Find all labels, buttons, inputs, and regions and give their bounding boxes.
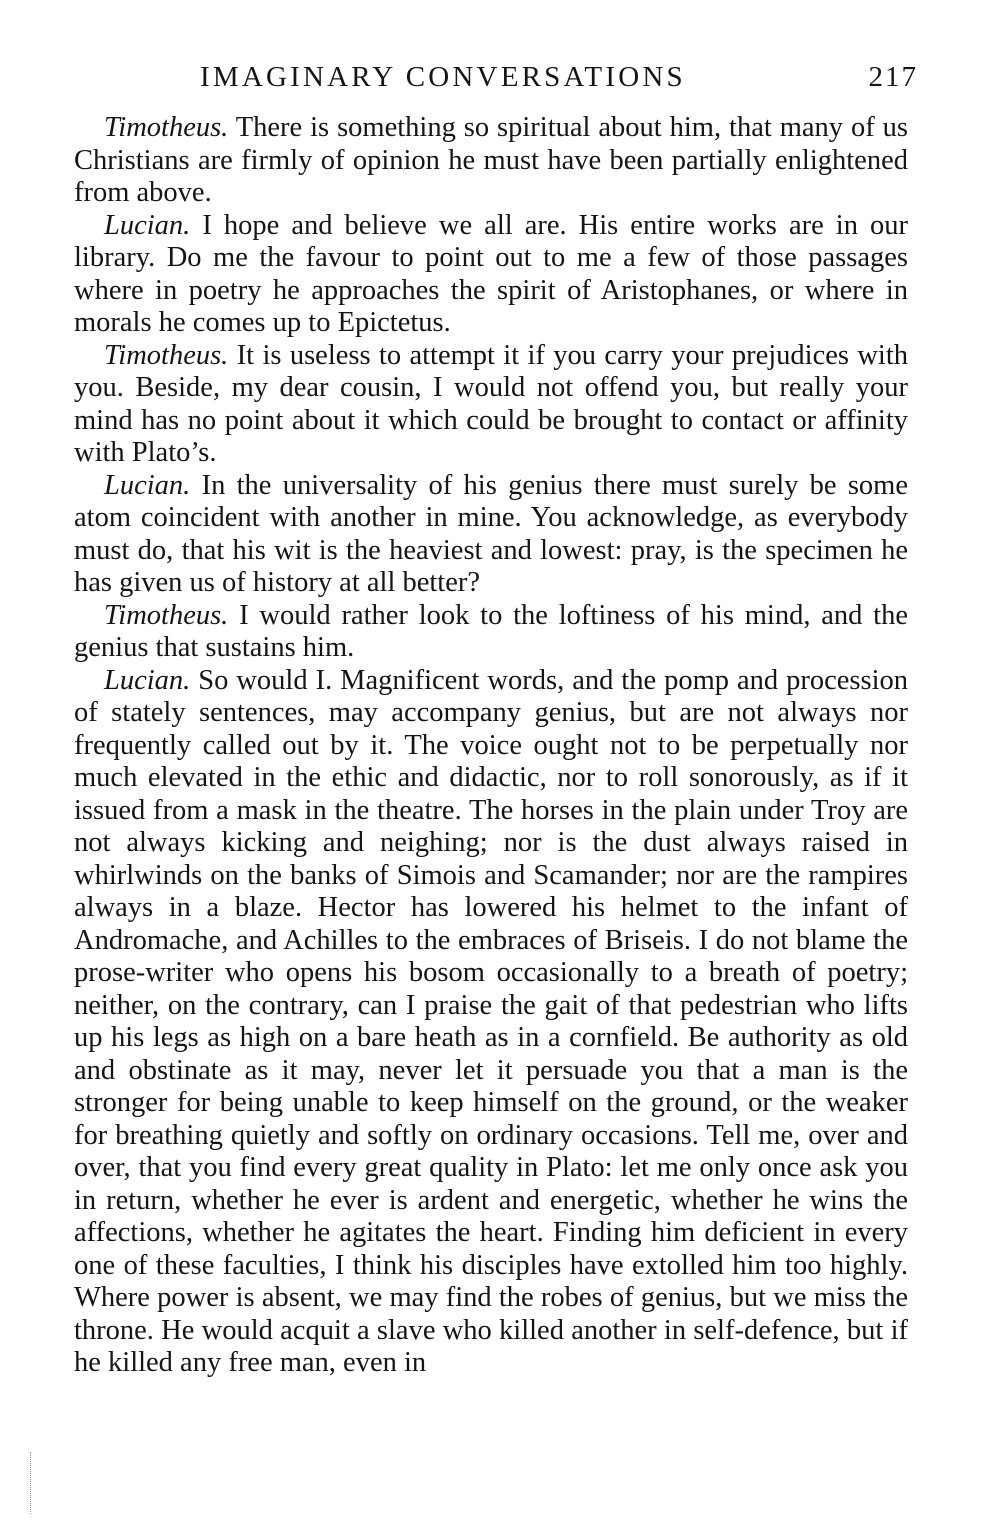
page-number: 217 (868, 61, 918, 93)
speech-text: In the universality of his genius there must surely be some atom coincident with another in mine. You acknowledge, as everybody must do, that his wit is the heaviest and lowest: pray, is the specimen he has given us of history at all better? (74, 469, 908, 598)
speech-text: There is something so spiritual about him, that many of us Christians are firmly of opinion he must have been partially enlightened from above. (74, 112, 908, 208)
running-title: IMAGINARY CONVERSATIONS (200, 61, 686, 93)
dialogue-text (74, 112, 908, 1380)
speaker-name: Timotheus. (104, 339, 229, 371)
dialogue-paragraph (74, 340, 908, 470)
speaker-name: Lucian. (104, 209, 191, 241)
speaker-name: Lucian. (104, 469, 191, 501)
speaker-name: Timotheus. (104, 599, 229, 631)
speech-text: So would I. Magnificent words, and the pomp and procession of stately sentences, may accompany genius, but are not always nor frequently called out by it. The voice ought not to be perpetually nor much elevated in the ethic and didactic, nor to roll sonorously, as if it issued from a mask in the theatre. The horses in the plain under Troy are not always kicking and neighing; nor is the dust always raised in whirlwinds on the banks of Simois and Scamander; nor are the rampires always in a blaze. Hector has lowered his helmet to the infant of Andromache, and Achilles to the embraces of Briseis. I do not blame the prose-writer who opens his bosom occasionally to a breath of poetry; neither, on the contrary, can I praise the gait of that pedestrian who lifts up his legs as high on a bare heath as in a cornfield. Be authority as old and obstinate as it may, never let it persuade you that a man is the stronger for being unable to keep himself on the ground, or the weaker for breathing quietly and softly on ordinary occasions. Tell me, over and over, that you find every great quality in Plato: let me only once ask you in return, whether he ever is ardent and energetic, whether he wins the affections, whether he agitates the heart. Finding him deficient in every one of these faculties, I think his disciples have extolled him too highly. Where power is absent, we may find the robes of genius, but we miss the throne. He would acquit a slave who killed another in self-defence, but if he killed any free man, even in (74, 664, 909, 1378)
dialogue-paragraph (74, 600, 908, 665)
margin-dotted-line (30, 1452, 31, 1514)
dialogue-paragraph (74, 112, 908, 210)
dialogue-paragraph (74, 470, 908, 600)
dialogue-paragraph (74, 665, 908, 1380)
speech-text: It is useless to attempt it if you carry your prejudices with you. Beside, my dear cousin, I would not offend you, but really your mind has no point about it which could be brought to contact or affinity with Plato’s. (74, 339, 909, 468)
dialogue-paragraph (74, 210, 908, 340)
speaker-name: Lucian. (104, 664, 191, 696)
running-head (200, 52, 918, 102)
speaker-name: Timotheus. (104, 112, 229, 143)
speech-text: I hope and believe we all are. His entire works are in our library. Do me the favour to point out to me a few of those passages where in poetry he approaches the spirit of Aristophanes, or where in morals he comes up to Epictetus. (74, 209, 909, 338)
speech-text: I would rather look to the loftiness of his mind, and the genius that sustains him. (74, 599, 909, 663)
